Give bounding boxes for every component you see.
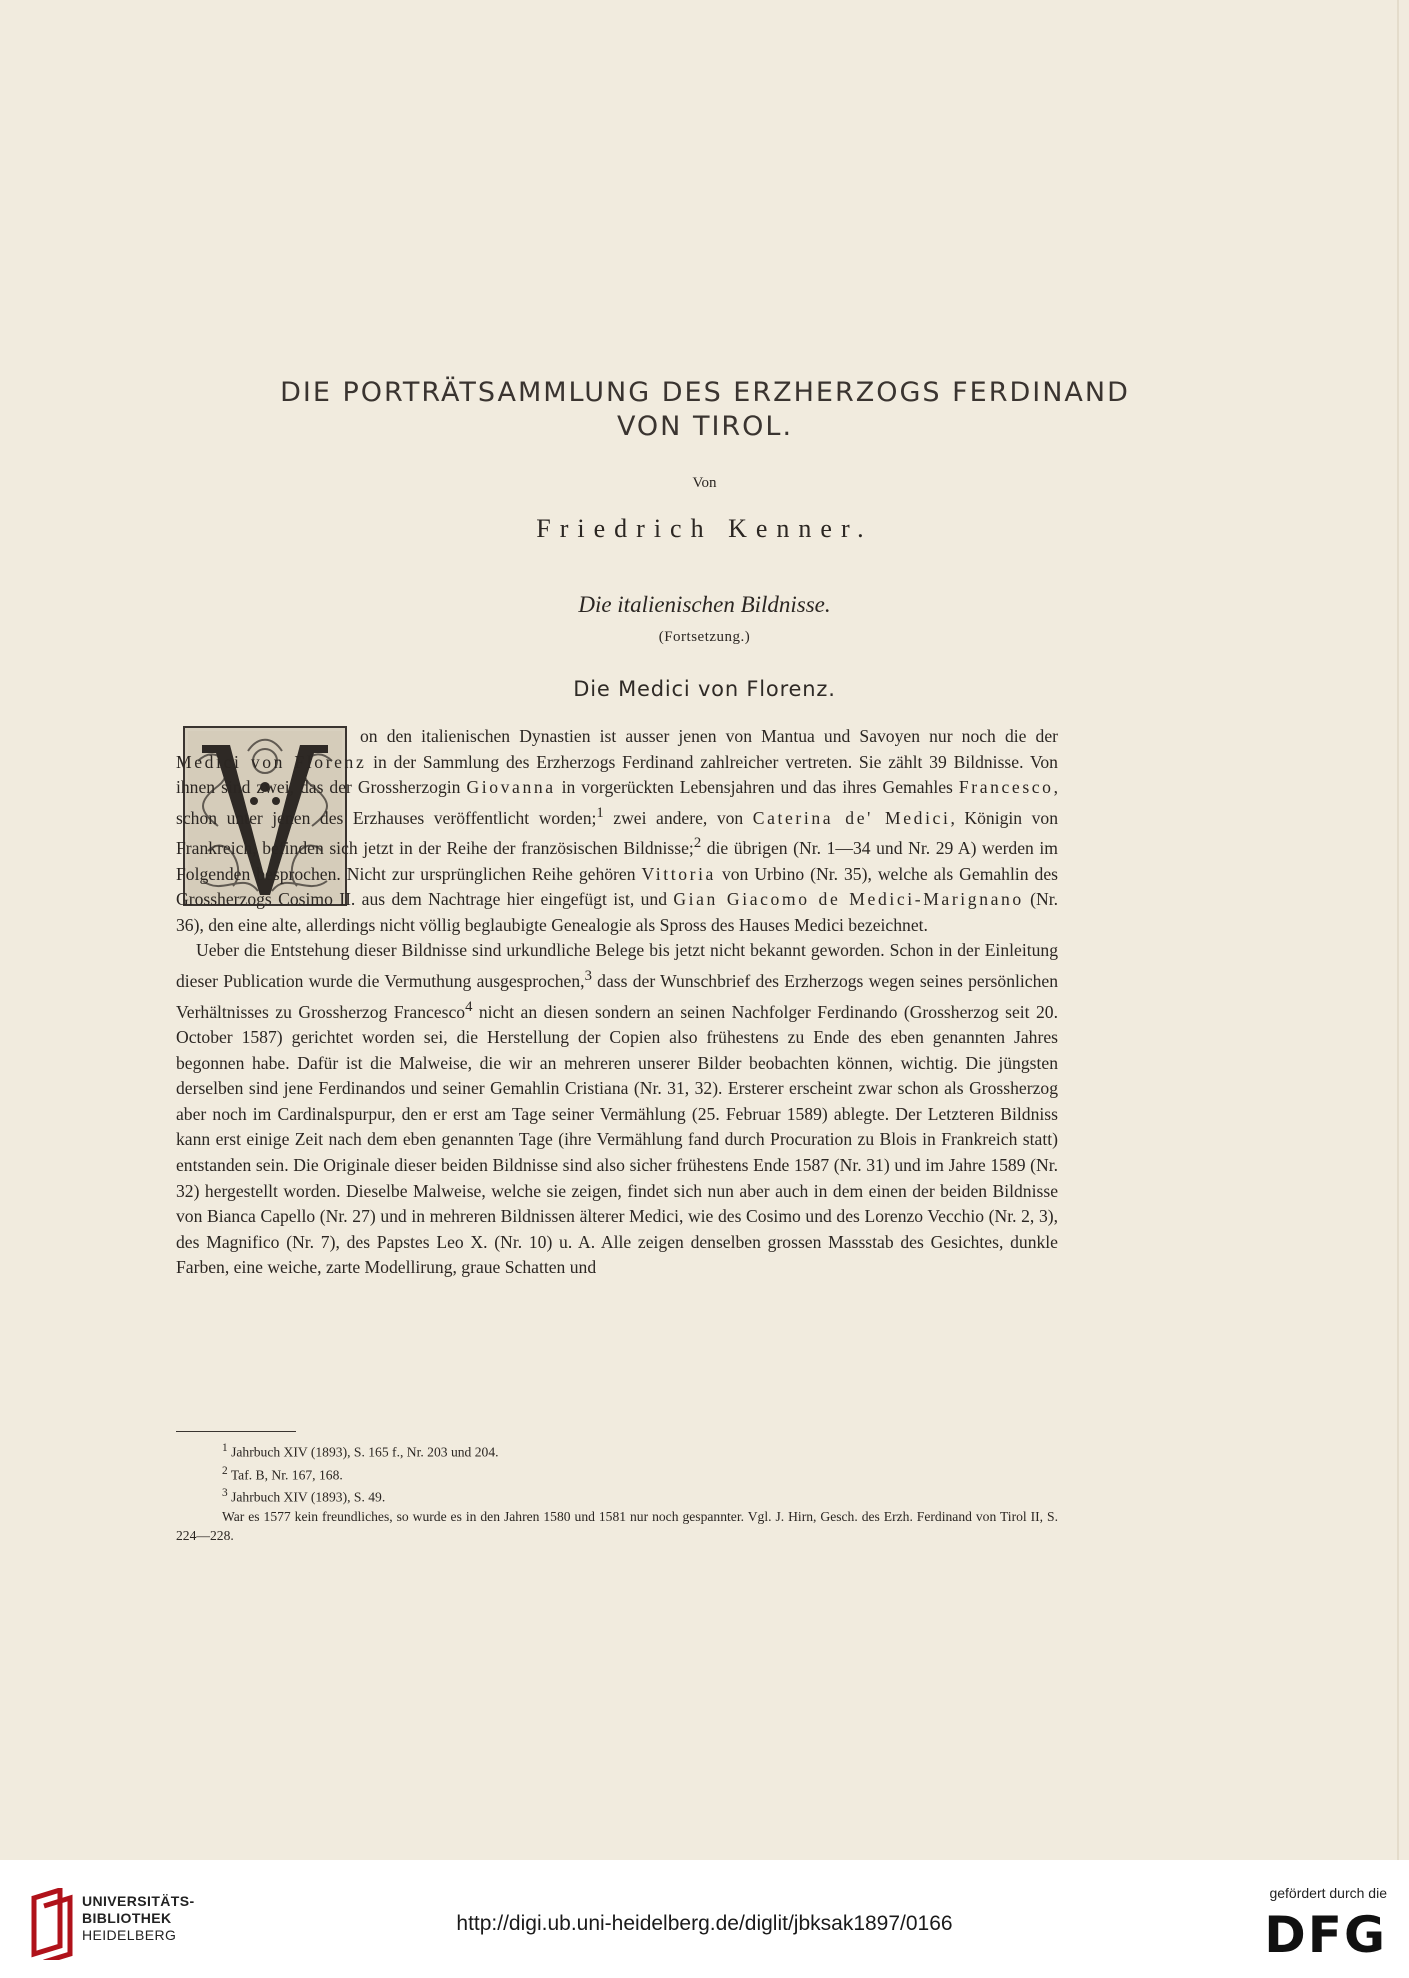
paragraph-2: Ueber die Entstehung dieser Bildnisse sind urkundliche Belege bis jetzt nicht bekannt geworden. Schon in der Einleitung dieser Publication wurde die Vermuthung ausgesprochen,$^3$ dass der Wunschbrief des Erzherzogs wegen seines persönlichen Verhältnisses zu Grossherzog Francesco$^4$ nicht an diesen sondern an seinen Nachfolger Ferdinando (Grossherzog seit 20. October 1587) gerichtet worden sei, die Herstellung der Copien also frühestens zu Ende des eben genannten Jahres begonnen habe. Dafür ist die Malweise, die wir an mehreren unserer Bilder beobachten können, wichtig. Die jüngsten derselben sind jene Ferdinandos und seiner Gemahlin Cristiana (Nr. 31, 32). Ersterer erscheint zwar schon als Grossherzog aber noch im Cardinalspurpur, den er erst am Tage seiner Vermählung (25. Februar 1589) ablegte. Der Letzteren Bildniss kann erst einige Zeit nach dem eben genannten Tage (ihre Vermählung fand durch Procuration zu Blois in Frankreich statt) entstanden sein. Die Originale dieser beiden Bildnisse sind also sicher frühestens Ende 1587 (Nr. 31) und im Jahre 1589 (Nr. 32) hergestellt worden. Dieselbe Malweise, welche sie zeigen, findet sich nun aber auch in dem einen der beiden Bildnisse von Bianca Capello (Nr. 27) und in mehreren Bildnissen älterer Medici, wie des Cosimo und des Lorenzo Vecchio (Nr. 2, 3), des Magnifico (Nr. 7), des Papstes Leo X. (Nr. 10) u. A. Alle zeigen denselben grossen Massstab des Gesichtes, dunkle Farben, eine weiche, zarte Modellirung, graue Schatten und	[176, 940, 1058, 1278]
article-title-line-2: VON TIROL.	[616, 411, 794, 442]
section-title: Die italienischen Bildnisse.	[578, 592, 831, 617]
footnote-ref-1: 1	[596, 804, 604, 821]
spaced-name-giovanna: Giovanna	[466, 777, 556, 798]
footnote-3: $^3$ Jahrbuch XIV (1893), S. 49.	[222, 1487, 386, 1505]
footnote-divider	[176, 1431, 296, 1432]
spaced-name-vittoria: Vittoria	[641, 863, 716, 884]
page-edge	[1397, 0, 1399, 1860]
byline-von: Von	[692, 475, 717, 491]
author-name: Friedrich Kenner.	[536, 514, 873, 543]
spaced-name-medici-florenz: Medici von Florenz	[176, 751, 367, 772]
article-title-line-1: DIE PORTRÄTSAMMLUNG DES ERZHERZOGS FERDINAND	[280, 377, 1130, 408]
permalink-url[interactable]: http://digi.ub.uni-heidelberg.de/diglit/jbksak1897/0166	[456, 1912, 953, 1935]
digitization-footer	[0, 1860, 1409, 1978]
paragraph-1: on den italienischen Dynastien ist ausser jenen von Mantua und Savoyen nur noch die der Medici von Florenz in der Sammlung des Erzherzogs Ferdinand zahlreicher vertreten. Sie zählt 39 Bildnisse. Von ihnen sind zwei, das der Grossherzogin Giovanna in vorgerückten Lebensjahren und das ihres Gemahles Francesco, schon unter jenen des Erzhauses veröffentlicht worden;$^1$ zwei andere, von Caterina de' Medici, Königin von Frankreich, befinden sich jetzt in der Reihe der französischen Bildnisse;$^2$ die übrigen (Nr. 1—34 und Nr. 29 A) werden im Folgenden besprochen. Nicht zur ursprünglichen Reihe gehören Vittoria von Urbino (Nr. 35), welche als Gemahlin des Grossherzogs Cosimo II. aus dem Nachtrage hier eingefügt ist, und Gian Giacomo de Medici-Marignano (Nr. 36), den eine alte, allerdings nicht völlig beglaubigte Genealogie als Spross des Hauses Medici bezeichnet.	[176, 726, 1058, 935]
footnotes	[176, 1439, 1058, 1545]
university-library-name: UNIVERSITÄTS- BIBLIOTHEK HEIDELBERG	[82, 1893, 195, 1943]
footnote-1: $^1$ Jahrbuch XIV (1893), S. 165 f., Nr. 203 und 204.	[222, 1442, 499, 1460]
dfg-logo: DFG	[1264, 1906, 1387, 1964]
footnote-ref-2: 2	[693, 835, 702, 852]
footnote-2: $^2$ Taf. B, Nr. 167, 168.	[222, 1464, 343, 1483]
funding-label: gefördert durch die	[1269, 1885, 1387, 1901]
spaced-name-caterina: Caterina de' Medici	[752, 807, 951, 828]
spaced-name-francesco: Francesco	[958, 777, 1054, 798]
footnote-ref-3: 3	[584, 968, 592, 985]
footnote-4: War es 1577 kein freundliches, so wurde es in den Jahren 1580 und 1581 nur noch gespannter. Vgl. J. Hirn, Gesch. des Erzh. Ferdinand von Tirol II, S. 224—228.	[176, 1508, 1058, 1543]
spaced-name-gian-giacomo: Gian Giacomo de Medici-Marignano	[673, 889, 1024, 910]
footnote-ref-4: 4	[465, 998, 473, 1015]
continuation-note: (Fortsetzung.)	[658, 629, 751, 645]
article-body	[176, 724, 1058, 1281]
chapter-heading: Die Medici von Florenz.	[573, 677, 836, 701]
article-title	[150, 376, 1260, 444]
